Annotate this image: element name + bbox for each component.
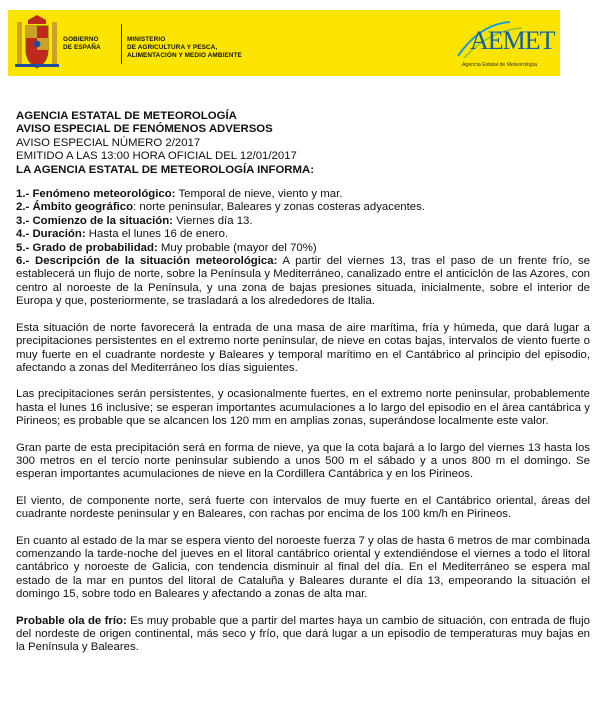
issue-time: EMITIDO A LAS 13:00 HORA OFICIAL DEL 12/01/2017 [16, 150, 297, 163]
warning-title: AVISO ESPECIAL DE FENÓMENOS ADVERSOS [16, 123, 273, 136]
warning-items [16, 188, 590, 309]
header-divider [121, 24, 122, 64]
list-item: 4.- Duración: Hasta el lunes 16 de enero. [16, 228, 229, 241]
paragraph: Las precipitaciones serán persistentes, y ocasionalmente fuertes, en el extremo norte peninsular, probablemente hasta el lunes 16 inclusive; se esperan importantes acumulaciones a lo largo del episodio en el área cantábrica y Pirineos; es probable que se alcancen los 120 mm en amplias zonas, superándose localmente este valor. [16, 388, 590, 428]
document-header [0, 0, 600, 90]
warning-number: AVISO ESPECIAL NÚMERO 2/2017 [16, 136, 201, 149]
aemet-logo [450, 16, 554, 74]
list-item: 2.- Ámbito geográfico: norte peninsular, Baleares y zonas costeras adyacentes. [16, 201, 425, 214]
aemet-subtitle: Agencia Estatal de Meteorología [462, 62, 537, 68]
paragraph: Gran parte de esta precipitación será en forma de nieve, ya que la cota bajará a lo largo del viernes 13 hasta los 300 metros en el tercio norte peninsular subiendo a unos 500 m el sábado y a unos 800 m el domingo. Se esperan importantes acumulaciones de nieve en la Cordillera Cantábrica y en los Pirineos. [16, 441, 590, 481]
list-item: 1.- Fenómeno meteorológico: Temporal de nieve, viento y mar. [16, 188, 343, 201]
agency-informs: LA AGENCIA ESTATAL DE METEOROLOGÍA INFORMA: [16, 163, 315, 176]
paragraph: En cuanto al estado de la mar se espera viento del noroeste fuerza 7 y olas de hasta 6 metros de mar combinada comenzando la tarde-noche del jueves en el litoral cantábrico oriental y extendiéndose el viernes a todo el litoral cantábrico y noroeste de Galicia, con tendencia disminuir al final del día. En el Mediterráneo se espera mal estado de la mar en puntos del litoral de Cataluña y Baleares durante el día 13, empeorando la situación el domingo 15, sobre todo en Baleares y afectando a zonas de alta mar. [16, 534, 590, 601]
agency-title: AGENCIA ESTATAL DE METEOROLOGÍA [16, 110, 237, 122]
list-item: 3.- Comienzo de la situación: Viernes día 13. [16, 214, 253, 227]
list-item: 5.- Grado de probabilidad: Muy probable (mayor del 70%) [16, 241, 317, 254]
government-label: GOBIERNO DE ESPAÑA [63, 36, 101, 51]
coat-of-arms-icon [14, 14, 60, 72]
ministry-label: MINISTERIO DE AGRICULTURA Y PESCA, ALIMENTACIÓN Y MEDIO AMBIENTE [127, 36, 242, 59]
paragraph: El viento, de componente norte, será fuerte con intervalos de muy fuerte en el Cantábrico oriental, áreas del cuadrante nordeste peninsular y en Baleares, con rachas por encima de los 100 km/h en Pirineos. [16, 494, 590, 521]
cold-wave-paragraph: Probable ola de frío: Es muy probable que a partir del martes haya un cambio de situación, con entrada de flujo del nordeste de origen continental, más seco y frío, que dará lugar a un episodio de temperaturas muy bajas en la Península y Baleares. [16, 614, 591, 654]
warning-document [16, 110, 590, 655]
paragraph: Esta situación de norte favorecerá la entrada de una masa de aire marítima, fría y húmeda, que dará lugar a precipitaciones persistentes en el extremo norte peninsular, de nieve en cotas bajas, intervalos de viento fuerte o muy fuerte en el cuadrante nordeste y Baleares y temporal marítimo en el Cantábrico al principio del episodio, afectando a zonas del Mediterráneo los días siguientes. [16, 321, 590, 374]
aemet-wordmark: AEMET [470, 26, 555, 55]
title-block [16, 110, 590, 177]
list-item: 6.- Descripción de la situación meteorológica: A partir del viernes 13, tras el paso de un frente frío, se establecerá un flujo de norte, sobre la Península y Mediterráneo, canalizado entre el anticiclón de las Azores, con centro al noroeste de la Península, y una zona de bajas presiones situada, inicialmente, sobre el interior de Europa y que, posteriormente, se trasladará a los alrededores de Italia. [16, 255, 590, 308]
